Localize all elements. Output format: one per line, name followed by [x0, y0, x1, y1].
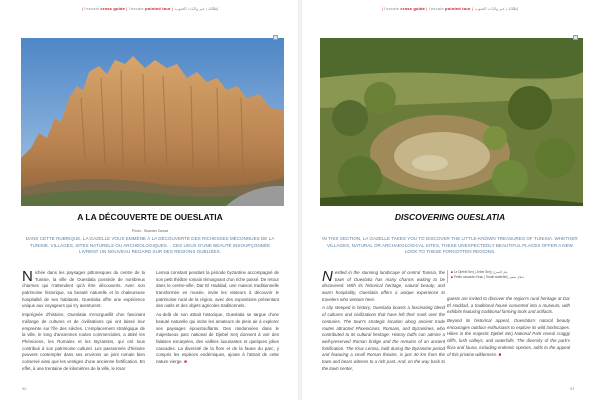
cliffs-photo — [21, 38, 284, 206]
left-intro: DANS CETTE RUBRIQUE, LA GAZELLE VOUS EMMÈNE À LA DÉCOUVERTE DES RICHESSES MÉCONNUES DE LA TUNISIE. VILLAGES, SITES NATURELS OU ARCHÉOLOGIQUES… CES LIEUX D'UNE BEAUTÉ INSOUPÇONNÉE LIVRENT UN NOUVEAU REGARD SUR DES RÉGIONS OUBLIÉES. — [25, 236, 275, 255]
landscape-photo — [320, 38, 583, 206]
left-col1-para2: Imprégnée d'histoire, Oueslatia s'enorgueillit d'un fascinant mélange de cultures et de civilisations qui ont laissé leur empreinte sur l'île des siècles. L'emplacement stratégique de la ville, le long d'anciennes routes commerciales, a attiré les Phéniciens, les Romains et les Byzantins, qui ont tous contribué à son patrimoine culturel. Les passionnés d'histoire peuvent contempler dans ses environs un joint romain bien conservé ainsi que les vestiges d'une ancienne fortification. En effet, à une trentaine de kilomètres de la ville, le Ksar — [22, 312, 145, 371]
right-column-1 — [322, 270, 445, 388]
right-column-2 — [447, 296, 570, 388]
page-number-left: 90 — [22, 386, 27, 391]
right-col2-para1: guests are invited to discover the region's rural heritage at Dar El Haddad, a traditional house converted into a museum, with exhibits featuring traditional farming tools and artifacts. — [447, 296, 570, 315]
right-col2-para2: Beyond its historical appeal, Oueslatia's natural beauty encourages outdoor enthusiasts to explore its wild landscapes. Hikes in the majestic Djebel Serj National Park reveal craggy cliffs, lush valleys, and waterfalls. The diversity of the park's flora and fauna, including endemic species, adds to the appeal of this pristine wilderness. — [447, 318, 570, 357]
end-mark: ■ — [498, 351, 502, 357]
left-title: A LA DÉCOUVERTE DE OUESLATIA — [77, 212, 223, 222]
left-column-2 — [156, 270, 279, 388]
right-intro: IN THIS SECTION, LA GAZELLE TAKES YOU TO DISCOVER THE LITTLE-KNOWN TREASURES OF TUNISIA. WHETHER VILLAGES, NATURAL OR ARCHAEOLOGICAL SITES, THESE UNEXPECTEDLY BEAUTIFUL PLACES OFFER A NEW LOOK TO THESE FORGOTTEN REGIONS. — [322, 236, 578, 255]
page-marker-left — [273, 35, 278, 40]
dropcap: N — [22, 270, 33, 285]
book-gutter — [298, 0, 302, 400]
left-column-1 — [22, 270, 145, 388]
left-col2-para2: Au-delà de son attrait historique, Oueslatia se targue d'une beauté naturelle qui incite les amateurs de plein air à explorer ses paysages époustouflants. Des randonnées dans le majestueux parc national de Djebel Serj donnent à voir des falaises escarpées, des vallées luxuriantes et quelques jolies cascades. La diversité de la flore et de la faune du parc, y compris les espèces endémiques, ajoute à l'attrait de cette nature vierge. — [156, 312, 279, 364]
photo-caption: ■ Le Djebel Serj | Jebel Serj | جبل السرج ■ Petite cascade d'eau | Small waterfall | شلال صغير — [447, 270, 547, 283]
left-col1-para1: ichée dans les paysages pittoresques du centre de la Tunisie, la ville de Oueslatia possède de nombreux charmes qui n'attendent qu'à être découverts. Avec son patrimoine historique, sa beauté naturelle et la chaleureuse hospitalité de ses habitants, Oueslatia offre une expérience unique aux voyageurs qui s'y aventurent. — [22, 270, 145, 309]
right-col1-para2: A city steeped in history, Oueslatia boasts a fascinating blend of cultures and civilizations that have left their mark over the centuries. The town's strategic location along ancient trade routes attracted Phoenicians, Romans, and Byzantines, who contributed to its cultural heritage. History buffs can admire a well-preserved Roman bridge and the remains of an ancient fortification. The Ksar Lemsa, built during the Byzantine period and featuring a small Roman theatre, is just 30 km from the town and bears witness to a rich past. And, on the way back to the town center, — [322, 305, 445, 371]
left-col2-para1: Lemsa constant pendant la période byzantine accompagné de son petit théâtre romain témoignant d'un riche passé. De retour dans le centre-ville, Dar El Haddad, une maison traditionnelle transformée en musée, invite les visiteurs à découvrir le patrimoine rural de la région, avec des expositions présentant des outils et des objets agricoles traditionnels. — [156, 270, 279, 309]
dropcap: N — [322, 270, 333, 285]
photo-credit: Photo : Skander Zarrad — [131, 229, 169, 233]
page-number-right: 91 — [570, 386, 575, 391]
running-header-right: | l'escale cross guide | l'escale pointed tour | إطلالة | عبر ولايات الجنوب — [381, 6, 519, 11]
end-mark: ■ — [184, 358, 187, 364]
page-marker-right — [573, 35, 578, 40]
running-header-left: | l'escale cross guide | l'escale pointed tour | إطلالة | عبر ولايات الجنوب — [81, 6, 219, 11]
caption-line-2: Petite cascade d'eau | Small waterfall | شلال صغير — [453, 274, 524, 279]
right-col1-para1: estled in the stunning landscape of central Tunisia, the town of Oueslatia has many charms waiting to be discovered. With its historical heritage, natural beauty, and warm hospitality, Oueslatia offers a unique experience to travelers who venture here. — [322, 270, 445, 302]
right-title: DISCOVERING OUESLATIA — [394, 212, 506, 222]
caption-line-1: Le Djebel Serj | Jebel Serj | جبل السرج — [453, 270, 508, 274]
